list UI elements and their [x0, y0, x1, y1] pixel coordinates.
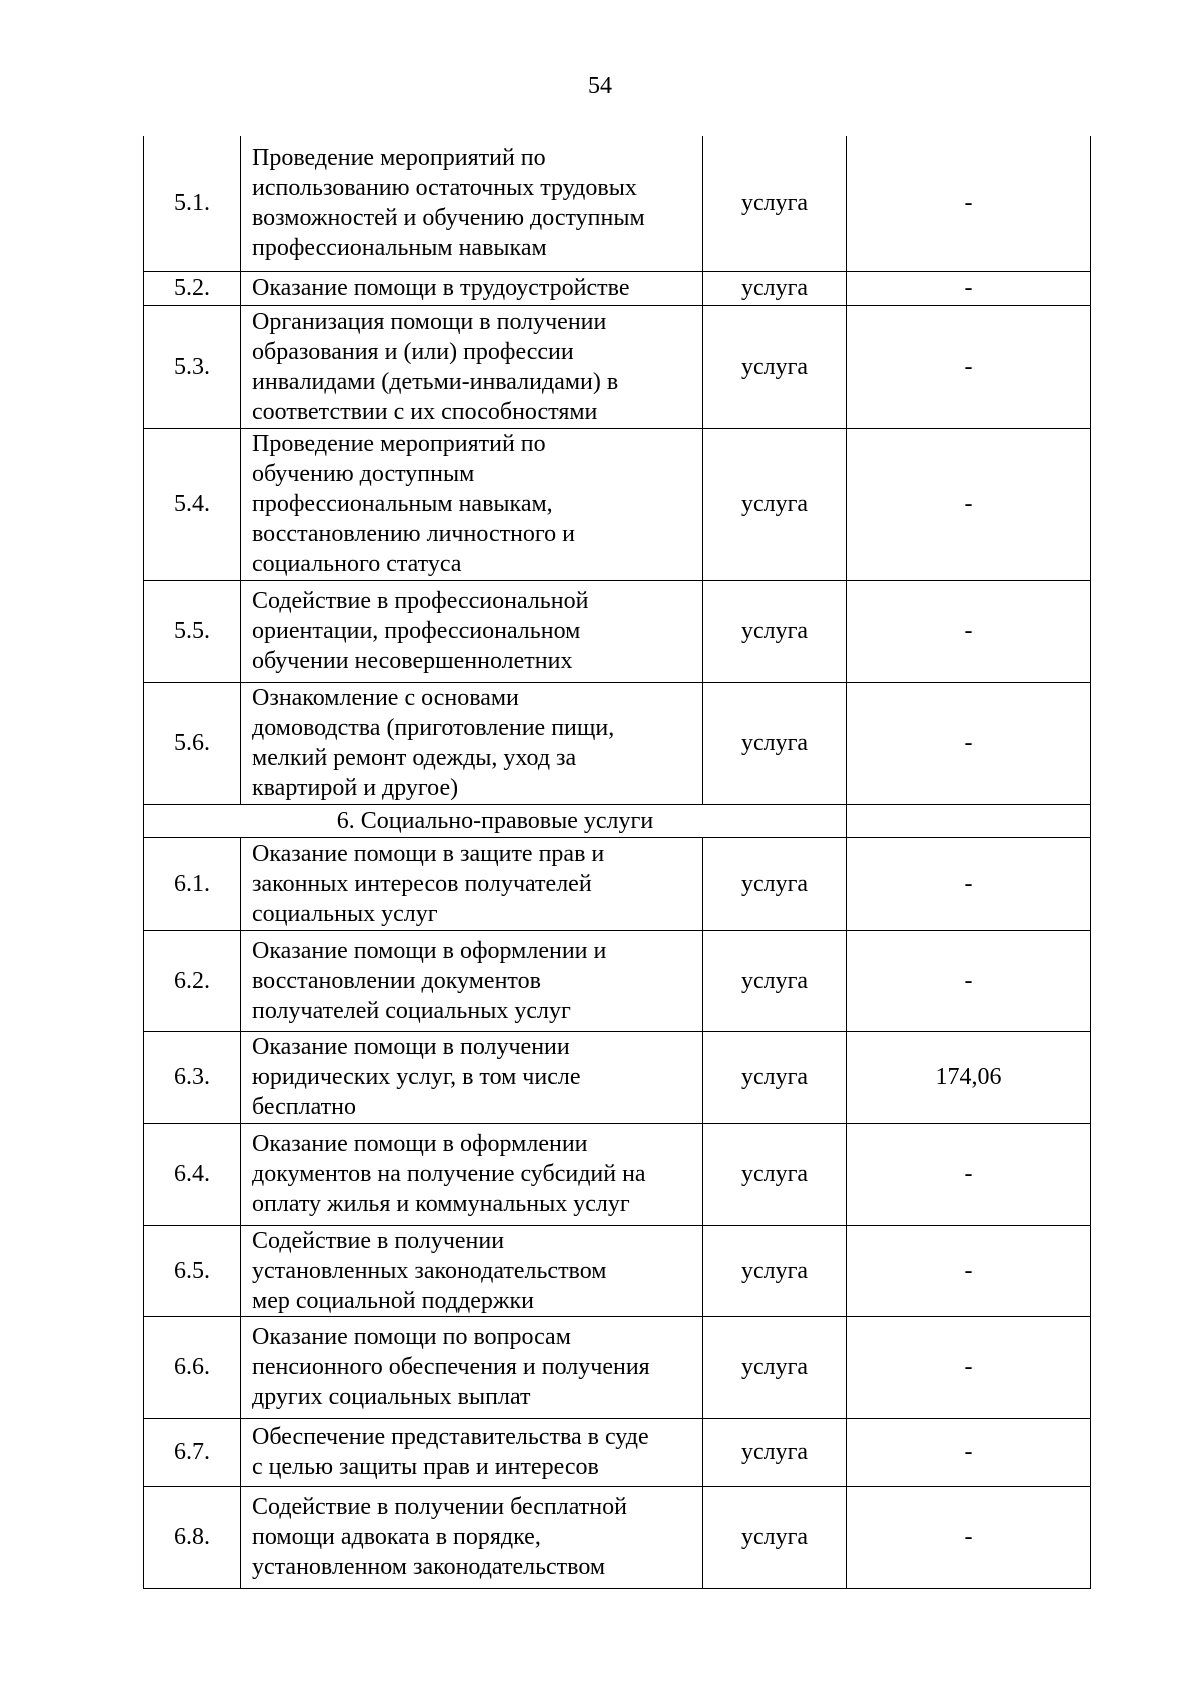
service-name-line: юридических услуг, в том числе — [252, 1064, 581, 1090]
service-name-line: домоводства (приготовление пищи, — [252, 715, 615, 741]
service-name-line: использованию остаточных трудовых — [252, 175, 637, 202]
service-name-line: установленном законодательством — [252, 1554, 606, 1580]
item-number: 5.4. — [144, 428, 241, 580]
service-name — [241, 1225, 703, 1316]
tariff-value: - — [847, 837, 1091, 930]
unit-of-measure: услуга — [703, 1031, 847, 1123]
service-name-line: пенсионного обеспечения и получения — [252, 1354, 650, 1380]
table-row — [144, 580, 1091, 682]
tariff-value: - — [847, 1225, 1091, 1316]
service-name-line: образования и (или) профессии — [252, 338, 574, 365]
unit-of-measure: услуга — [703, 930, 847, 1031]
item-number: 6.3. — [144, 1031, 241, 1123]
service-name-line: законных интересов получателей — [252, 870, 592, 897]
table-row — [144, 271, 1091, 305]
service-name-line: мер социальной поддержки — [252, 1287, 534, 1314]
unit-of-measure: услуга — [703, 1225, 847, 1316]
unit-of-measure: услуга — [703, 1418, 847, 1486]
service-name-line: получателей социальных услуг — [252, 997, 571, 1024]
service-name — [241, 1123, 703, 1225]
item-number: 6.1. — [144, 837, 241, 930]
item-number: 6.2. — [144, 930, 241, 1031]
service-name — [241, 930, 703, 1031]
service-name-line: Обеспечение представительства в суде — [252, 1424, 649, 1450]
table-row — [144, 1486, 1091, 1588]
tariff-value: 174,06 — [847, 1031, 1091, 1123]
service-name-line: профессиональным навыкам — [252, 235, 547, 262]
item-number: 6.8. — [144, 1486, 241, 1588]
table-row — [144, 837, 1091, 930]
service-name — [241, 837, 703, 930]
service-name-line: Оказание помощи в оформлении — [252, 1131, 588, 1157]
service-name-line: Оказание помощи в защите прав и — [252, 840, 605, 867]
service-name-line: возможностей и обучению доступным — [252, 205, 645, 232]
tariff-value: - — [847, 428, 1091, 580]
service-name-line: помощи адвоката в порядке, — [252, 1524, 541, 1550]
service-name-line: восстановлении документов — [252, 967, 541, 994]
service-name — [241, 580, 703, 682]
tariff-value: - — [847, 580, 1091, 682]
service-name-line: социального статуса — [252, 551, 462, 577]
service-name-line: Содействие в профессиональной — [252, 588, 589, 614]
table-row — [144, 930, 1091, 1031]
service-name-line: восстановлению личностного и — [252, 521, 576, 547]
item-number: 6.6. — [144, 1316, 241, 1418]
unit-of-measure: услуга — [703, 271, 847, 305]
tariff-value: - — [847, 271, 1091, 305]
tariff-value: - — [847, 682, 1091, 804]
service-name-line: оплату жилья и коммунальных услуг — [252, 1191, 630, 1217]
service-name — [241, 305, 703, 428]
service-name-line: Оказание помощи по вопросам — [252, 1324, 571, 1350]
service-name — [241, 428, 703, 580]
service-name-line: обучению доступным — [252, 461, 475, 487]
service-name-line: Организация помощи в получении — [252, 308, 607, 335]
service-name-line: документов на получение субсидий на — [252, 1161, 646, 1187]
page-number: 54 — [588, 73, 612, 99]
tariff-value: - — [847, 305, 1091, 428]
unit-of-measure: услуга — [703, 1123, 847, 1225]
service-name-line: социальных услуг — [252, 900, 438, 927]
table-row — [144, 1316, 1091, 1418]
service-name-line: Содействие в получении бесплатной — [252, 1494, 627, 1520]
service-name — [241, 1031, 703, 1123]
services-table — [143, 136, 1091, 1589]
tariff-value: - — [847, 1418, 1091, 1486]
section-empty-cell — [847, 804, 1091, 837]
table-row — [144, 1418, 1091, 1486]
service-name-line: установленных законодательством — [252, 1257, 607, 1284]
service-name — [241, 1486, 703, 1588]
service-name-line: бесплатно — [252, 1094, 356, 1120]
service-name-line: Проведение мероприятий по — [252, 145, 546, 172]
item-number: 5.2. — [144, 271, 241, 305]
service-name — [241, 136, 703, 271]
service-name-line: Оказание помощи в оформлении и — [252, 937, 607, 964]
table-row — [144, 428, 1091, 580]
service-name-line: квартирой и другое) — [252, 775, 459, 801]
service-name-line: Содействие в получении — [252, 1227, 505, 1254]
service-name-line: обучении несовершеннолетних — [252, 648, 573, 674]
tariff-value: - — [847, 1486, 1091, 1588]
unit-of-measure: услуга — [703, 305, 847, 428]
service-name-line: других социальных выплат — [252, 1384, 531, 1410]
tariff-value: - — [847, 136, 1091, 271]
unit-of-measure: услуга — [703, 837, 847, 930]
service-name-line: соответствии с их способностями — [252, 398, 598, 425]
item-number: 5.5. — [144, 580, 241, 682]
service-name — [241, 682, 703, 804]
unit-of-measure: услуга — [703, 682, 847, 804]
tariff-value: - — [847, 930, 1091, 1031]
service-name-line: Проведение мероприятий по — [252, 431, 546, 457]
table-row — [144, 1225, 1091, 1316]
service-name — [241, 1418, 703, 1486]
tariff-value: - — [847, 1123, 1091, 1225]
item-number: 6.5. — [144, 1225, 241, 1316]
table-row — [144, 682, 1091, 804]
unit-of-measure: услуга — [703, 136, 847, 271]
tariff-value: - — [847, 1316, 1091, 1418]
service-name-line: мелкий ремонт одежды, уход за — [252, 745, 577, 771]
service-name-line: Оказание помощи в трудоустройстве — [252, 275, 630, 301]
table-row — [144, 1031, 1091, 1123]
table-row — [144, 136, 1091, 271]
section-row — [144, 804, 1091, 837]
service-name-line: Оказание помощи в получении — [252, 1034, 570, 1060]
service-name-line: профессиональным навыкам, — [252, 491, 553, 517]
unit-of-measure: услуга — [703, 428, 847, 580]
service-name-line: ориентации, профессиональном — [252, 618, 581, 644]
unit-of-measure: услуга — [703, 1316, 847, 1418]
unit-of-measure: услуга — [703, 1486, 847, 1588]
service-name-line: инвалидами (детьми-инвалидами) в — [252, 368, 619, 395]
table-row — [144, 1123, 1091, 1225]
service-name-line: Ознакомление с основами — [252, 685, 519, 711]
table-body — [144, 136, 1091, 1588]
item-number: 6.7. — [144, 1418, 241, 1486]
table-row — [144, 305, 1091, 428]
service-name — [241, 1316, 703, 1418]
item-number: 5.1. — [144, 136, 241, 271]
item-number: 6.4. — [144, 1123, 241, 1225]
section-title: 6. Социально-правовые услуги — [144, 804, 847, 837]
unit-of-measure: услуга — [703, 580, 847, 682]
item-number: 5.3. — [144, 305, 241, 428]
service-name-line: с целью защиты прав и интересов — [252, 1454, 599, 1480]
service-name — [241, 271, 703, 305]
item-number: 5.6. — [144, 682, 241, 804]
